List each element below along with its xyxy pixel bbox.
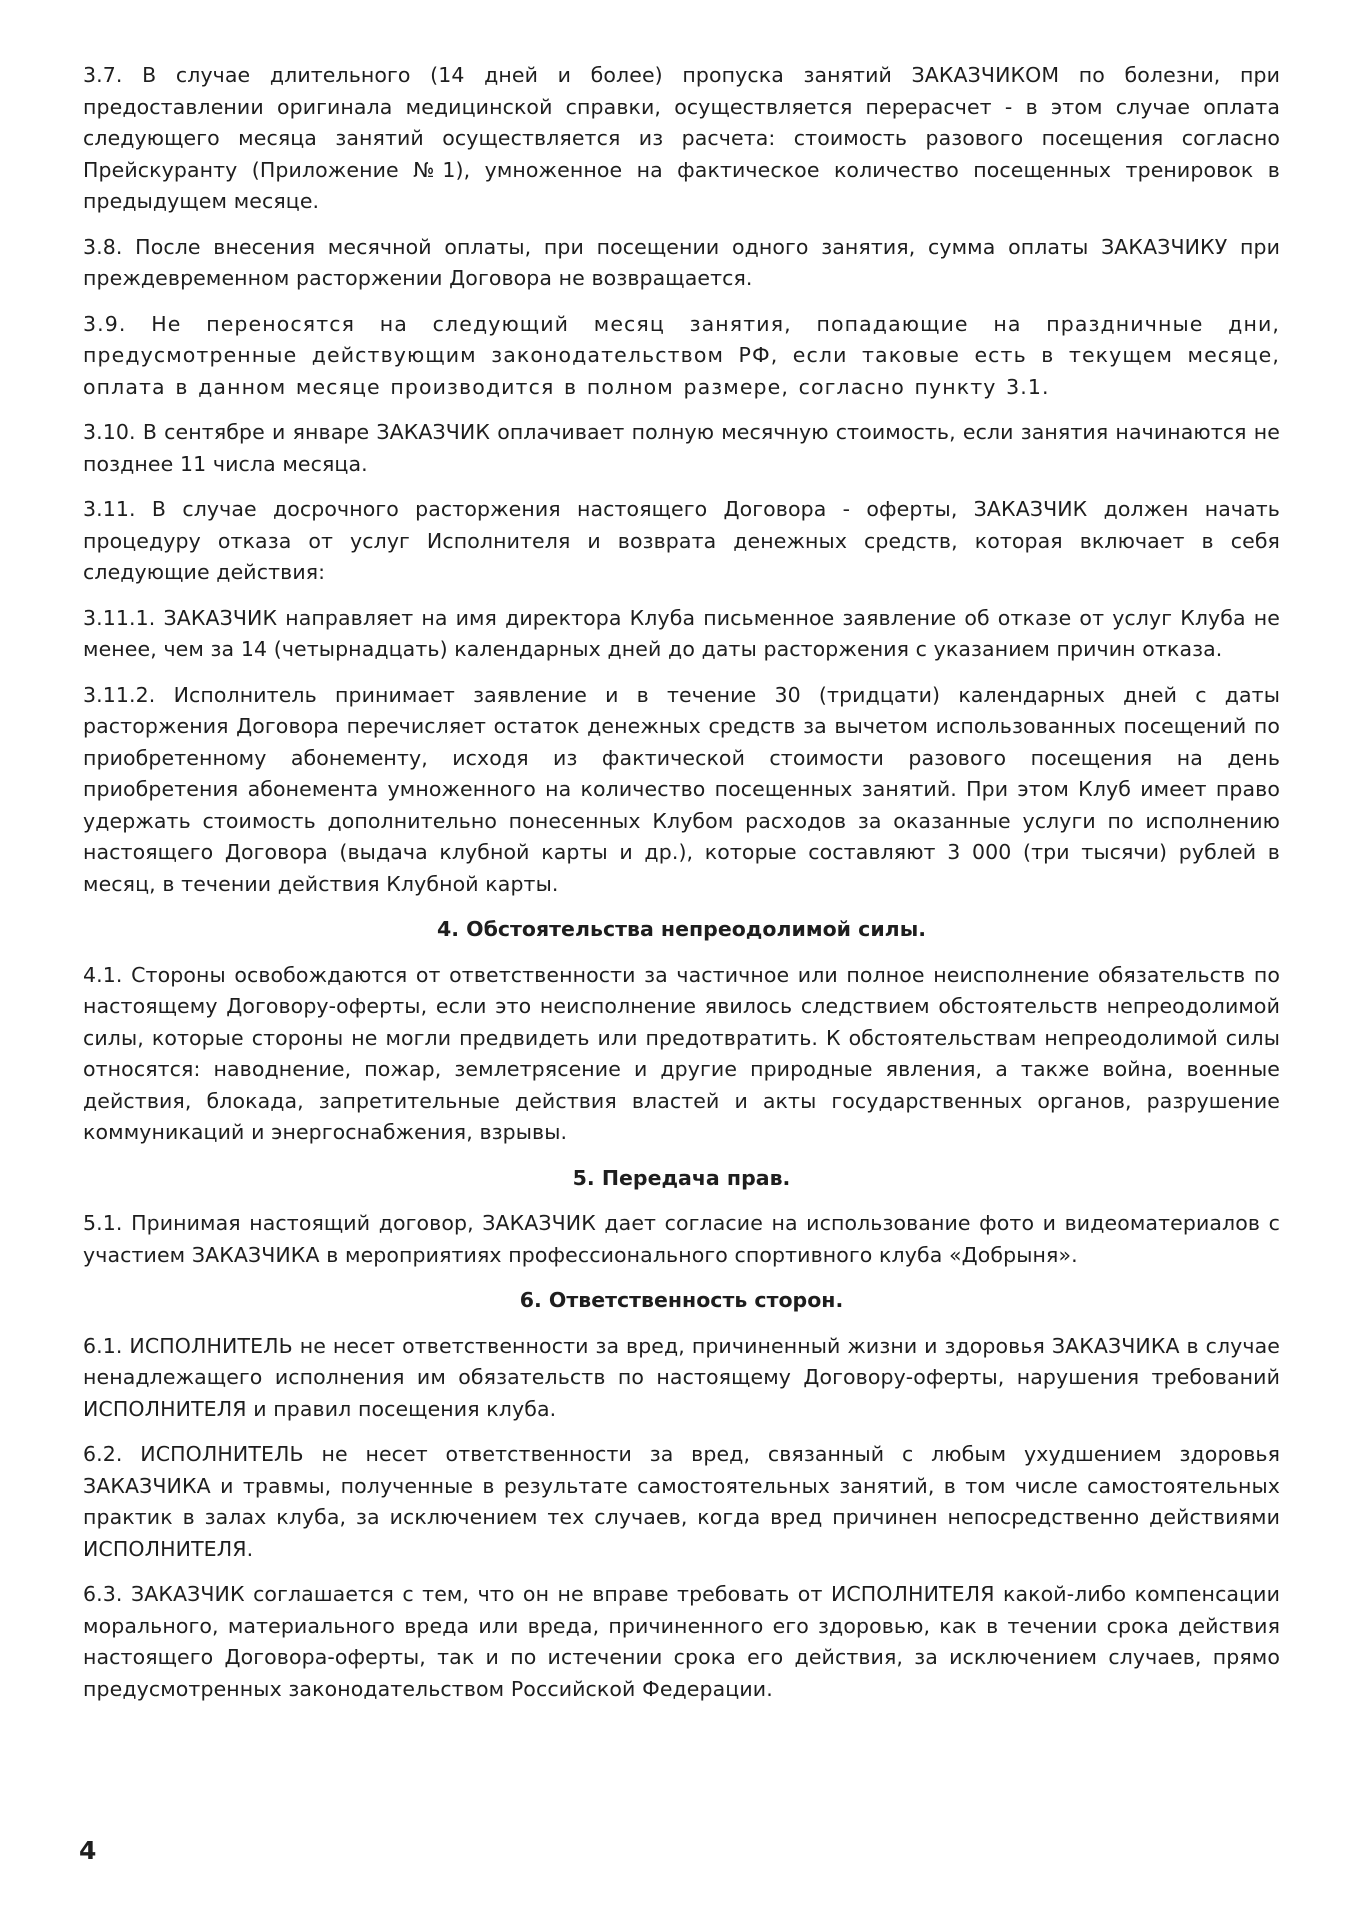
clause-3-9: 3.9. Не переносятся на следующий месяц занятия, попадающие на праздничные дни, предусмотренные действующим законодательством РФ, если таковые есть в текущем месяце, оплата в данном месяце производится в полном размере, согласно пункту 3.1. — [83, 311, 1280, 399]
clause-3-11-1: 3.11.1. ЗАКАЗЧИК направляет на имя директора Клуба письменное заявление об отказе от услуг Клуба не менее, чем за 14 (четырнадцать) календарных дней до даты расторжения с указанием причин отказа. — [83, 605, 1280, 661]
clause-3-8: 3.8. После внесения месячной оплаты, при посещении одного занятия, сумма оплаты ЗАКАЗЧИКУ при преждевременном расторжении Договора не возвращается. — [83, 234, 1280, 290]
clause-6-1: 6.1. ИСПОЛНИТЕЛЬ не несет ответственности за вред, причиненный жизни и здоровья ЗАКАЗЧИКА в случае ненадлежащего исполнения им обязательств по настоящему Договору-оферты, нарушения требований ИСПОЛНИТЕЛЯ и правил посещения клуба. — [83, 1333, 1280, 1421]
clause-6-3: 6.3. ЗАКАЗЧИК соглашается с тем, что он не вправе требовать от ИСПОЛНИТЕЛЯ какой-либо компенсации морального, материального вреда или вреда, причиненного его здоровью, как в течении срока действия настоящего Договора-оферты, так и по истечении срока его действия, за исключением случаев, прямо предусмотренных законодательством Российской Федерации. — [83, 1582, 1280, 1701]
clause-6-2: 6.2. ИСПОЛНИТЕЛЬ не несет ответственности за вред, связанный с любым ухудшением здоровья ЗАКАЗЧИКА и травмы, полученные в результате самостоятельных занятий, в том числе самостоятельных практик в залах клуба, за исключением тех случаев, когда вред причинен непосредственно действиями ИСПОЛНИТЕЛЯ. — [83, 1442, 1280, 1561]
clause-3-10: 3.10. В сентябре и январе ЗАКАЗЧИК оплачивает полную месячную стоимость, если занятия начинаются не позднее 11 числа месяца. — [83, 420, 1280, 476]
section-4-heading: 4. Обстоятельства непреодолимой силы. — [436, 917, 927, 941]
clause-3-7: 3.7. В случае длительного (14 дней и более) пропуска занятий ЗАКАЗЧИКОМ по болезни, при предоставлении оригинала медицинской справки, осуществляется перерасчет - в этом случае оплата следующего месяца занятий осуществляется из расчета: стоимость разового посещения согласно Прейскуранту (Приложение №1), умноженное на фактическое количество посещенных тренировок в предыдущем месяце. — [83, 63, 1280, 213]
section-6-heading: 6. Ответственность сторон. — [519, 1288, 844, 1312]
page-number: 4 — [79, 1836, 97, 1865]
clause-3-11-2: 3.11.2. Исполнитель принимает заявление и в течение 30 (тридцати) календарных дней с даты расторжения Договора перечисляет остаток денежных средств за вычетом использованных посещений по приобретенному абонементу, исходя из фактической стоимости разового посещения на день приобретения абонемента умноженного на количество посещенных занятий. При этом Клуб имеет право удержать стоимость дополнительно понесенных Клубом расходов за оказанные услуги по исполнению настоящего Договора (выдача клубной карты и др.), которые составляют 3 000 (три тысячи) рублей в месяц, в течении действия Клубной карты. — [83, 682, 1280, 896]
clause-3-11: 3.11. В случае досрочного расторжения настоящего Договора - оферты, ЗАКАЗЧИК должен начать процедуру отказа от услуг Исполнителя и возврата денежных средств, которая включает в себя следующие действия: — [83, 497, 1280, 584]
section-5-heading: 5. Передача прав. — [572, 1165, 791, 1190]
clause-4-1: 4.1. Стороны освобождаются от ответственности за частичное или полное неисполнение обязательств по настоящему Договору-оферты, если это неисполнение явилось следствием обстоятельств непреодолимой силы, которые стороны не могли предвидеть или предотвратить. К обстоятельствам непреодолимой силы относятся: наводнение, пожар, землетрясение и другие природные явления, а также война, военные действия, блокада, запретительные действия властей и акты государственных органов, разрушение коммуникаций и энергоснабжения, взрывы. — [83, 962, 1280, 1144]
clause-5-1: 5.1. Принимая настоящий договор, ЗАКАЗЧИК дает согласие на использование фото и видеоматериалов с участием ЗАКАЗЧИКА в мероприятиях профессионального спортивного клуба «Добрыня». — [83, 1211, 1280, 1267]
document-page — [83, 60, 1280, 1719]
